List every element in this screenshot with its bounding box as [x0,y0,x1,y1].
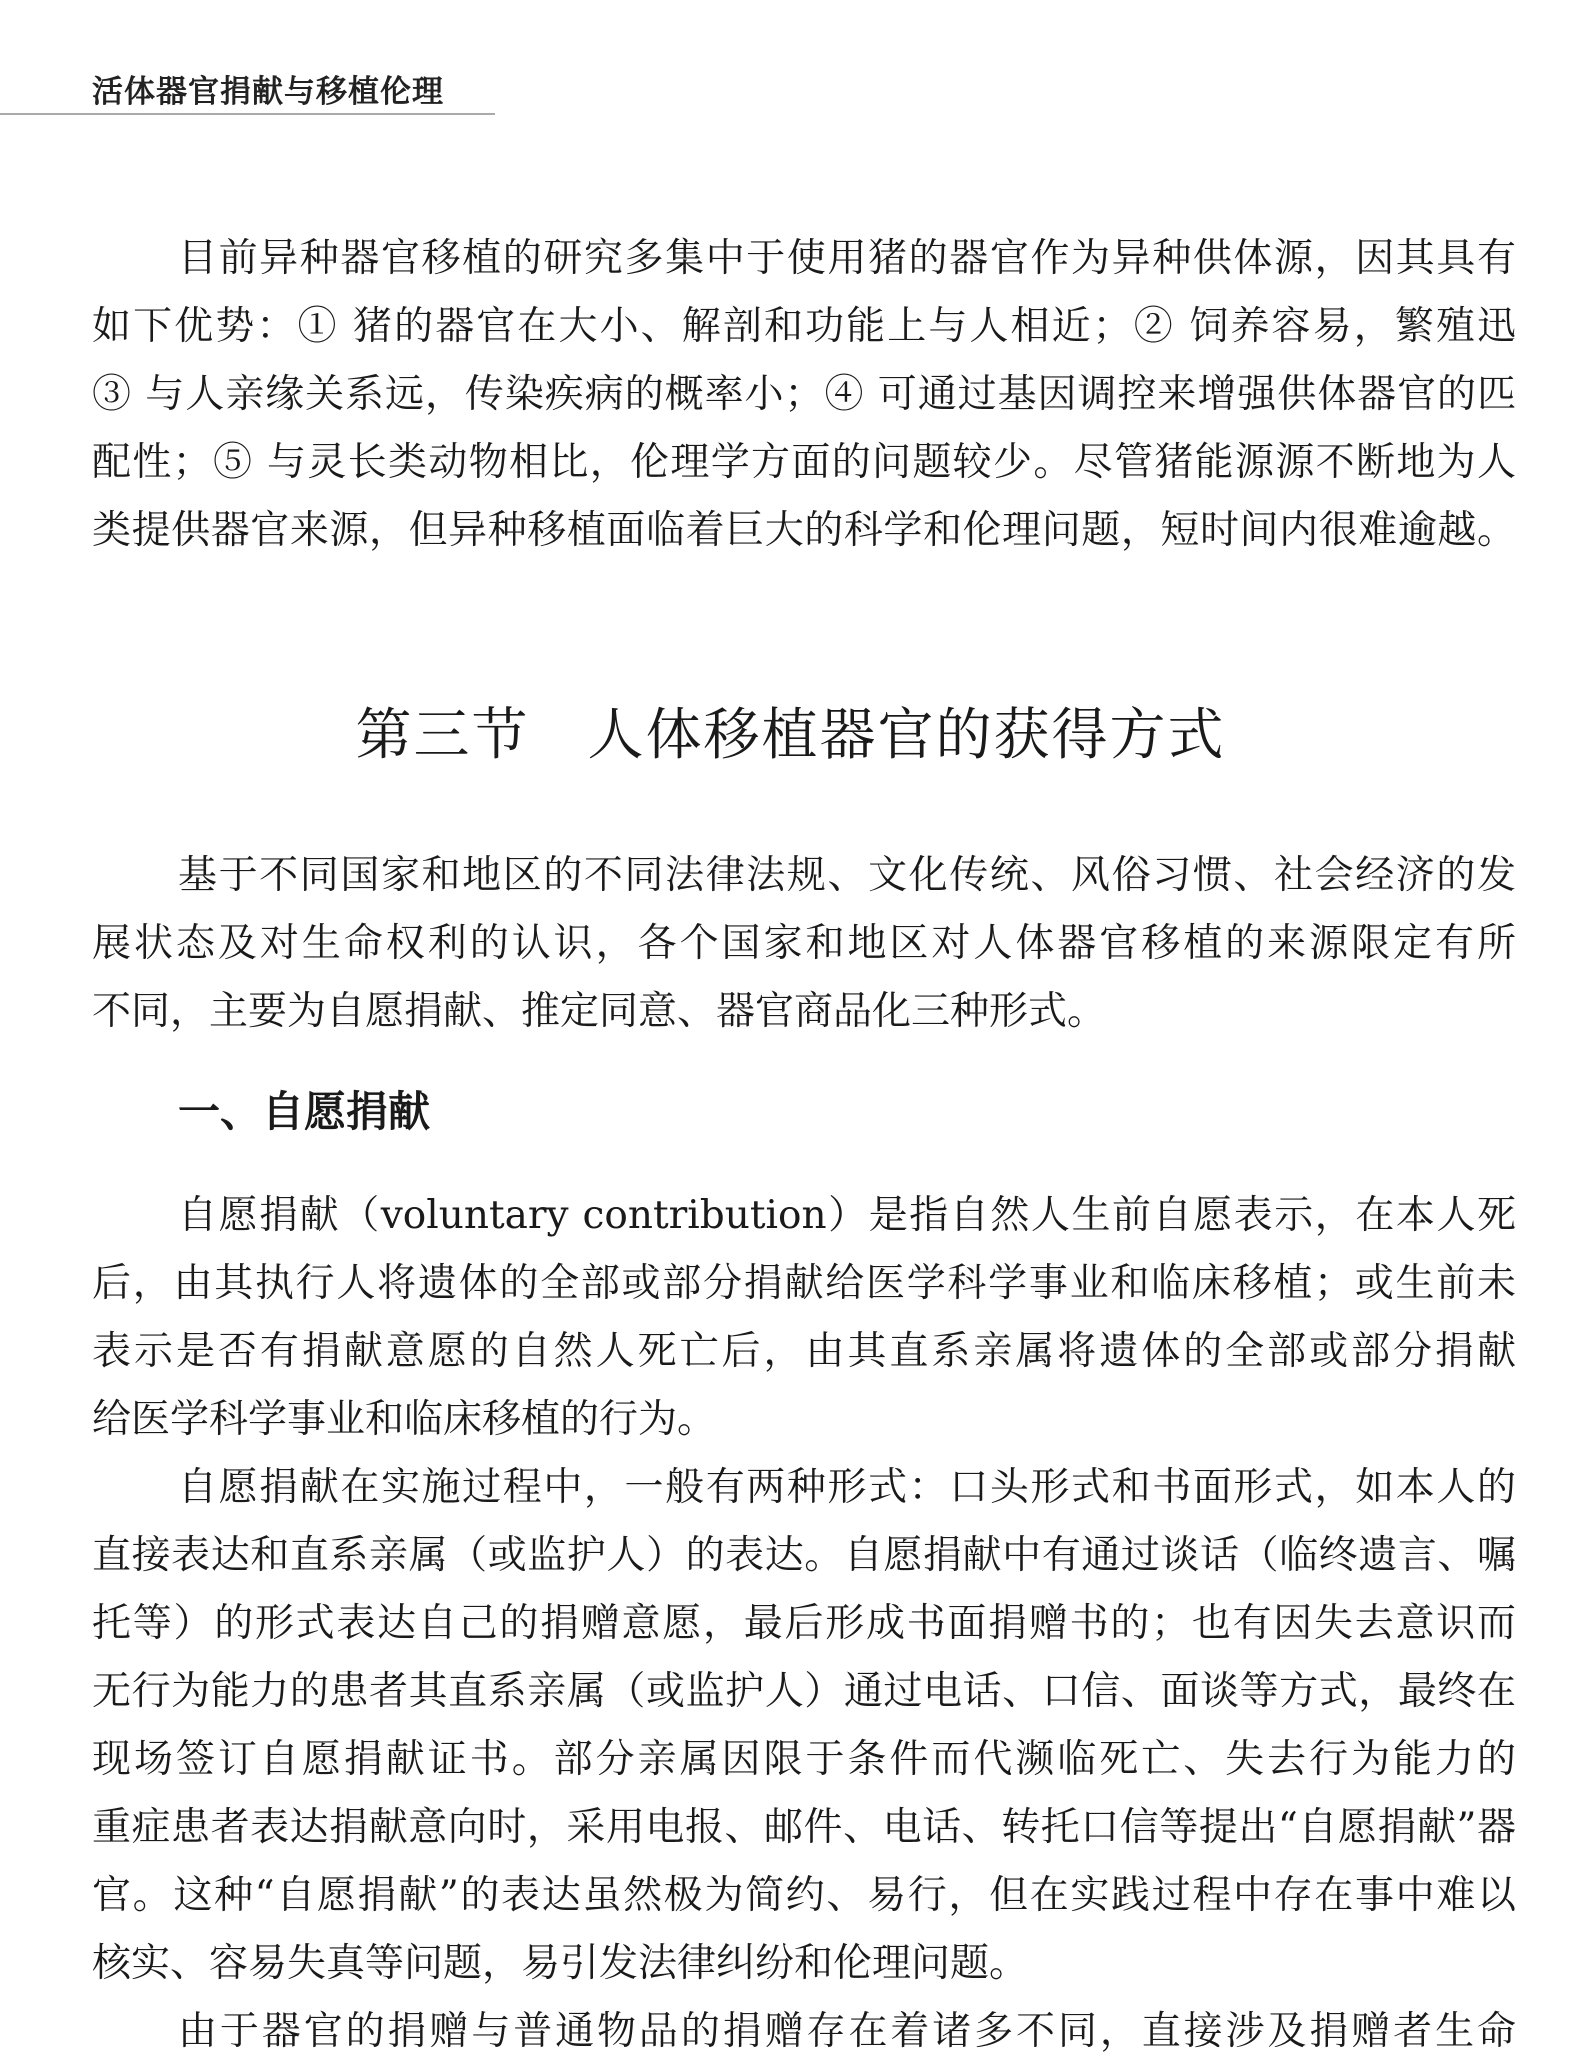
section-title: 第三节 人体移植器官的获得方式 [355,703,1226,768]
text-line: 展状态及对生命权利的认识，各个国家和地区对人体器官移植的来源限定有所 [92,921,1516,966]
text-line: 现场签订自愿捐献证书。部分亲属因限于条件而代濒临死亡、失去行为能力的 [92,1737,1516,1782]
paragraph-intro [92,842,1516,1046]
paragraph-xenotransplant [92,225,1516,565]
paragraph-forms [92,1454,1516,2066]
text-line: 核实、容易失真等问题，易引发法律纠纷和伦理问题。 [92,1941,1029,1986]
text-line: 配性；⑤ 与灵长类动物相比，伦理学方面的问题较少。尽管猪能源源不断地为人 [92,440,1516,485]
text-line: 托等）的形式表达自己的捐赠意愿，最后形成书面捐赠书的；也有因失去意识而 [92,1601,1516,1646]
text-line: 直接表达和直系亲属（或监护人）的表达。自愿捐献中有通过谈话（临终遗言、嘱 [92,1533,1516,1578]
text-line: 重症患者表达捐献意向时，采用电报、邮件、电话、转托口信等提出“自愿捐献”器 [92,1805,1516,1850]
text-line: 无行为能力的患者其直系亲属（或监护人）通过电话、口信、面谈等方式，最终在 [92,1669,1516,1714]
text-line: 如下优势：① 猪的器官在大小、解剖和功能上与人相近；② 饲养容易，繁殖迅 [92,304,1516,349]
subheading: 一、自愿捐献 [178,1087,431,1136]
text-line: 自愿捐献（voluntary contribution）是指自然人生前自愿表示，在本人死 [178,1193,1516,1238]
text-line: 表示是否有捐献意愿的自然人死亡后，由其直系亲属将遗体的全部或部分捐献 [92,1329,1516,1374]
text-line: 基于不同国家和地区的不同法律法规、文化传统、风俗习惯、社会经济的发 [178,853,1516,898]
text-line: 后，由其执行人将遗体的全部或部分捐献给医学科学事业和临床移植；或生前未 [92,1261,1516,1306]
text-line: 目前异种器官移植的研究多集中于使用猪的器官作为异种供体源，因其具有 [178,236,1516,281]
text-line: 由于器官的捐赠与普通物品的捐赠存在着诸多不同，直接涉及捐赠者生命 [178,2009,1516,2054]
running-head: 活体器官捐献与移植伦理 [92,74,444,110]
header-rule [0,113,495,115]
text-line: 自愿捐献在实施过程中，一般有两种形式：口头形式和书面形式，如本人的 [178,1465,1516,1510]
text-line: 不同，主要为自愿捐献、推定同意、器官商品化三种形式。 [92,989,1107,1034]
text-line: 类提供器官来源，但异种移植面临着巨大的科学和伦理问题，短时间内很难逾越。 [92,508,1516,553]
text-line: 官。这种“自愿捐献”的表达虽然极为简约、易行，但在实践过程中存在事中难以 [92,1873,1516,1918]
paragraph-definition [92,1182,1516,1454]
text-line: 给医学科学事业和临床移植的行为。 [92,1397,717,1442]
text-line: ③ 与人亲缘关系远，传染疾病的概率小；④ 可通过基因调控来增强供体器官的匹 [92,372,1516,417]
